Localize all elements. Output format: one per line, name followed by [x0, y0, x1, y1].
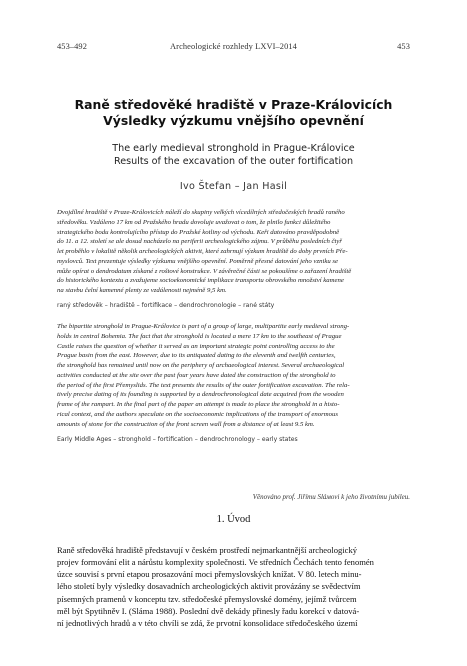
- abstract-en-line: holds in central Bohemia. The fact that the stronghold is located a mere 17 km to the southeast of Prague: [57, 332, 342, 340]
- abstract-en-line: amounts of stone for the construction of the front screen wall from a distance of at least 9.5 km.: [57, 420, 315, 428]
- abstract-en-line: The bipartite stronghold in Prague-Královice is part of a group of large, multipartite early medieval strong-: [57, 323, 350, 330]
- section-heading: 1. Úvod: [216, 514, 251, 525]
- abstract-en-line: rical context, and the authors speculate on the socioeconomic implications of the transport of enormous: [57, 410, 339, 418]
- title-en-line: Results of the excavation of the outer fortification: [113, 156, 354, 167]
- article-title-english: [30, 142, 437, 168]
- title-cs-line: Raně středověké hradiště v Praze-Královicích: [74, 97, 393, 112]
- abstract-cs-line: myslovců. Text prezentuje výsledky výzkumu vnějšího opevnění. Poměrně přesné datování jeho vzniku se: [57, 257, 339, 265]
- header-page-range: 453–492: [57, 42, 88, 51]
- abstract-en-line: the stronghold has remained until now on the periphery of archaeological interest. Several archaeological: [57, 362, 345, 369]
- body-line: úzce souvisí s první etapou prosazování moci přemyslovských knížat. V 80. letech minu-: [57, 569, 362, 580]
- body-line: písemných pramenů v konceptu tzv. středočeské přemyslovské domény, jejímž tvůrcem: [57, 593, 357, 604]
- abstract-en-line: Castle raises the question of whether it served as an important strategic point controlling access to the: [57, 342, 335, 350]
- abstract-cs-line: může opírat o dendrodatum získané z roštové konstrukce. V závěrečné části se pokoušíme o zařazení hradiště: [57, 267, 352, 275]
- header-journal: Archeologické rozhledy LXVI–2014: [170, 42, 297, 51]
- title-cs-line: Výsledky výzkumu vnějšího opevnění: [103, 113, 364, 128]
- abstract-en-line: Prague basin from the east. However, due to its antiquated dating to the eleventh and twelfth centuries,: [57, 352, 336, 360]
- body-line: lého století byly výsledky dosavadních archeologických aktivit provázány se svědectvím: [57, 581, 361, 592]
- abstract-cs-line: středověku. Vzdáleno 17 km od Pražského hradu dovoluje uvažovat o tom, že plnilo funkci důležitého: [57, 218, 331, 226]
- keywords-czech: raný středověk – hradiště – fortifikace – dendrochronologie – rané státy: [57, 302, 275, 309]
- abstract-en-line: activities conducted at the site over the past four years have dated the construction of the stronghold to: [57, 371, 336, 379]
- abstract-czech: [57, 208, 411, 296]
- abstract-en-line: the period of the first Přemyslids. The text presents the results of the outer fortification excavation. The rela-: [57, 381, 350, 389]
- abstract-en-line: tively precise dating of its founding is supported by a dendrochronological date acquired from the wooden: [57, 391, 344, 399]
- abstract-en-line: frame of the rampart. In the final part of the paper an attempt is made to place the stronghold in a histo-: [57, 401, 340, 408]
- dedication: Věnováno prof. Jiřímu Sláмovi k jeho životnímu jubileu.: [252, 493, 410, 501]
- title-en-line: The early medieval stronghold in Prague-Královice: [112, 143, 355, 154]
- body-line: měl být Spytihněv I. (Sláma 1988). Poslední dvě dekády přinesly řadu korekcí v datová-: [57, 605, 360, 616]
- abstract-cs-line: do historického kontextu a zvažujeme socioekonomické implikace transportu obrovského množství kamene: [57, 277, 344, 285]
- body-line: ní jednotlivých hradů a v této chvíli se zdá, že prvotní konsolidace středočeského území: [57, 617, 358, 628]
- abstract-cs-line: strategického bodu kontrolujícího přístup do Pražské kotliny od východu. Keři datováno pravděpodobně: [57, 228, 340, 236]
- body-line: Raně středověká hradiště představují v českém prostředí nejmarkantnější archeologický: [57, 545, 357, 555]
- header-page-number: 453: [397, 42, 410, 51]
- abstract-cs-line: let proběhlo v lokalitě několik archeologických aktivit, které zahrnují výzkum hradiště do doby prvních Pře-: [57, 248, 348, 255]
- abstract-cs-line: Dvojdílné hradiště v Praze-Královicích náleží do skupiny velkých vícedílných středočeských hradů raného: [57, 209, 345, 216]
- abstract-cs-line: do 11. a 12. století se ale dosud nacházelo na periferii archeologického zájmu. V průběhu posledních čtyř: [57, 238, 343, 246]
- body-text: [57, 544, 411, 629]
- authors: Ivo Štefan – Jan Hasil: [179, 181, 288, 192]
- body-line: projev formování elit a nárůstu komplexity společnosti. Ve středních Čechách tento fenomén: [57, 557, 374, 568]
- keywords-english: Early Middle Ages – stronghold – fortification – dendrochronology – early states: [57, 436, 298, 443]
- abstract-cs-line: na stavbu čelní kamenné plenty ze vzdálenosti nejméně 9,5 km.: [57, 287, 227, 294]
- article-title-czech: [30, 97, 437, 129]
- abstract-english: [57, 322, 411, 429]
